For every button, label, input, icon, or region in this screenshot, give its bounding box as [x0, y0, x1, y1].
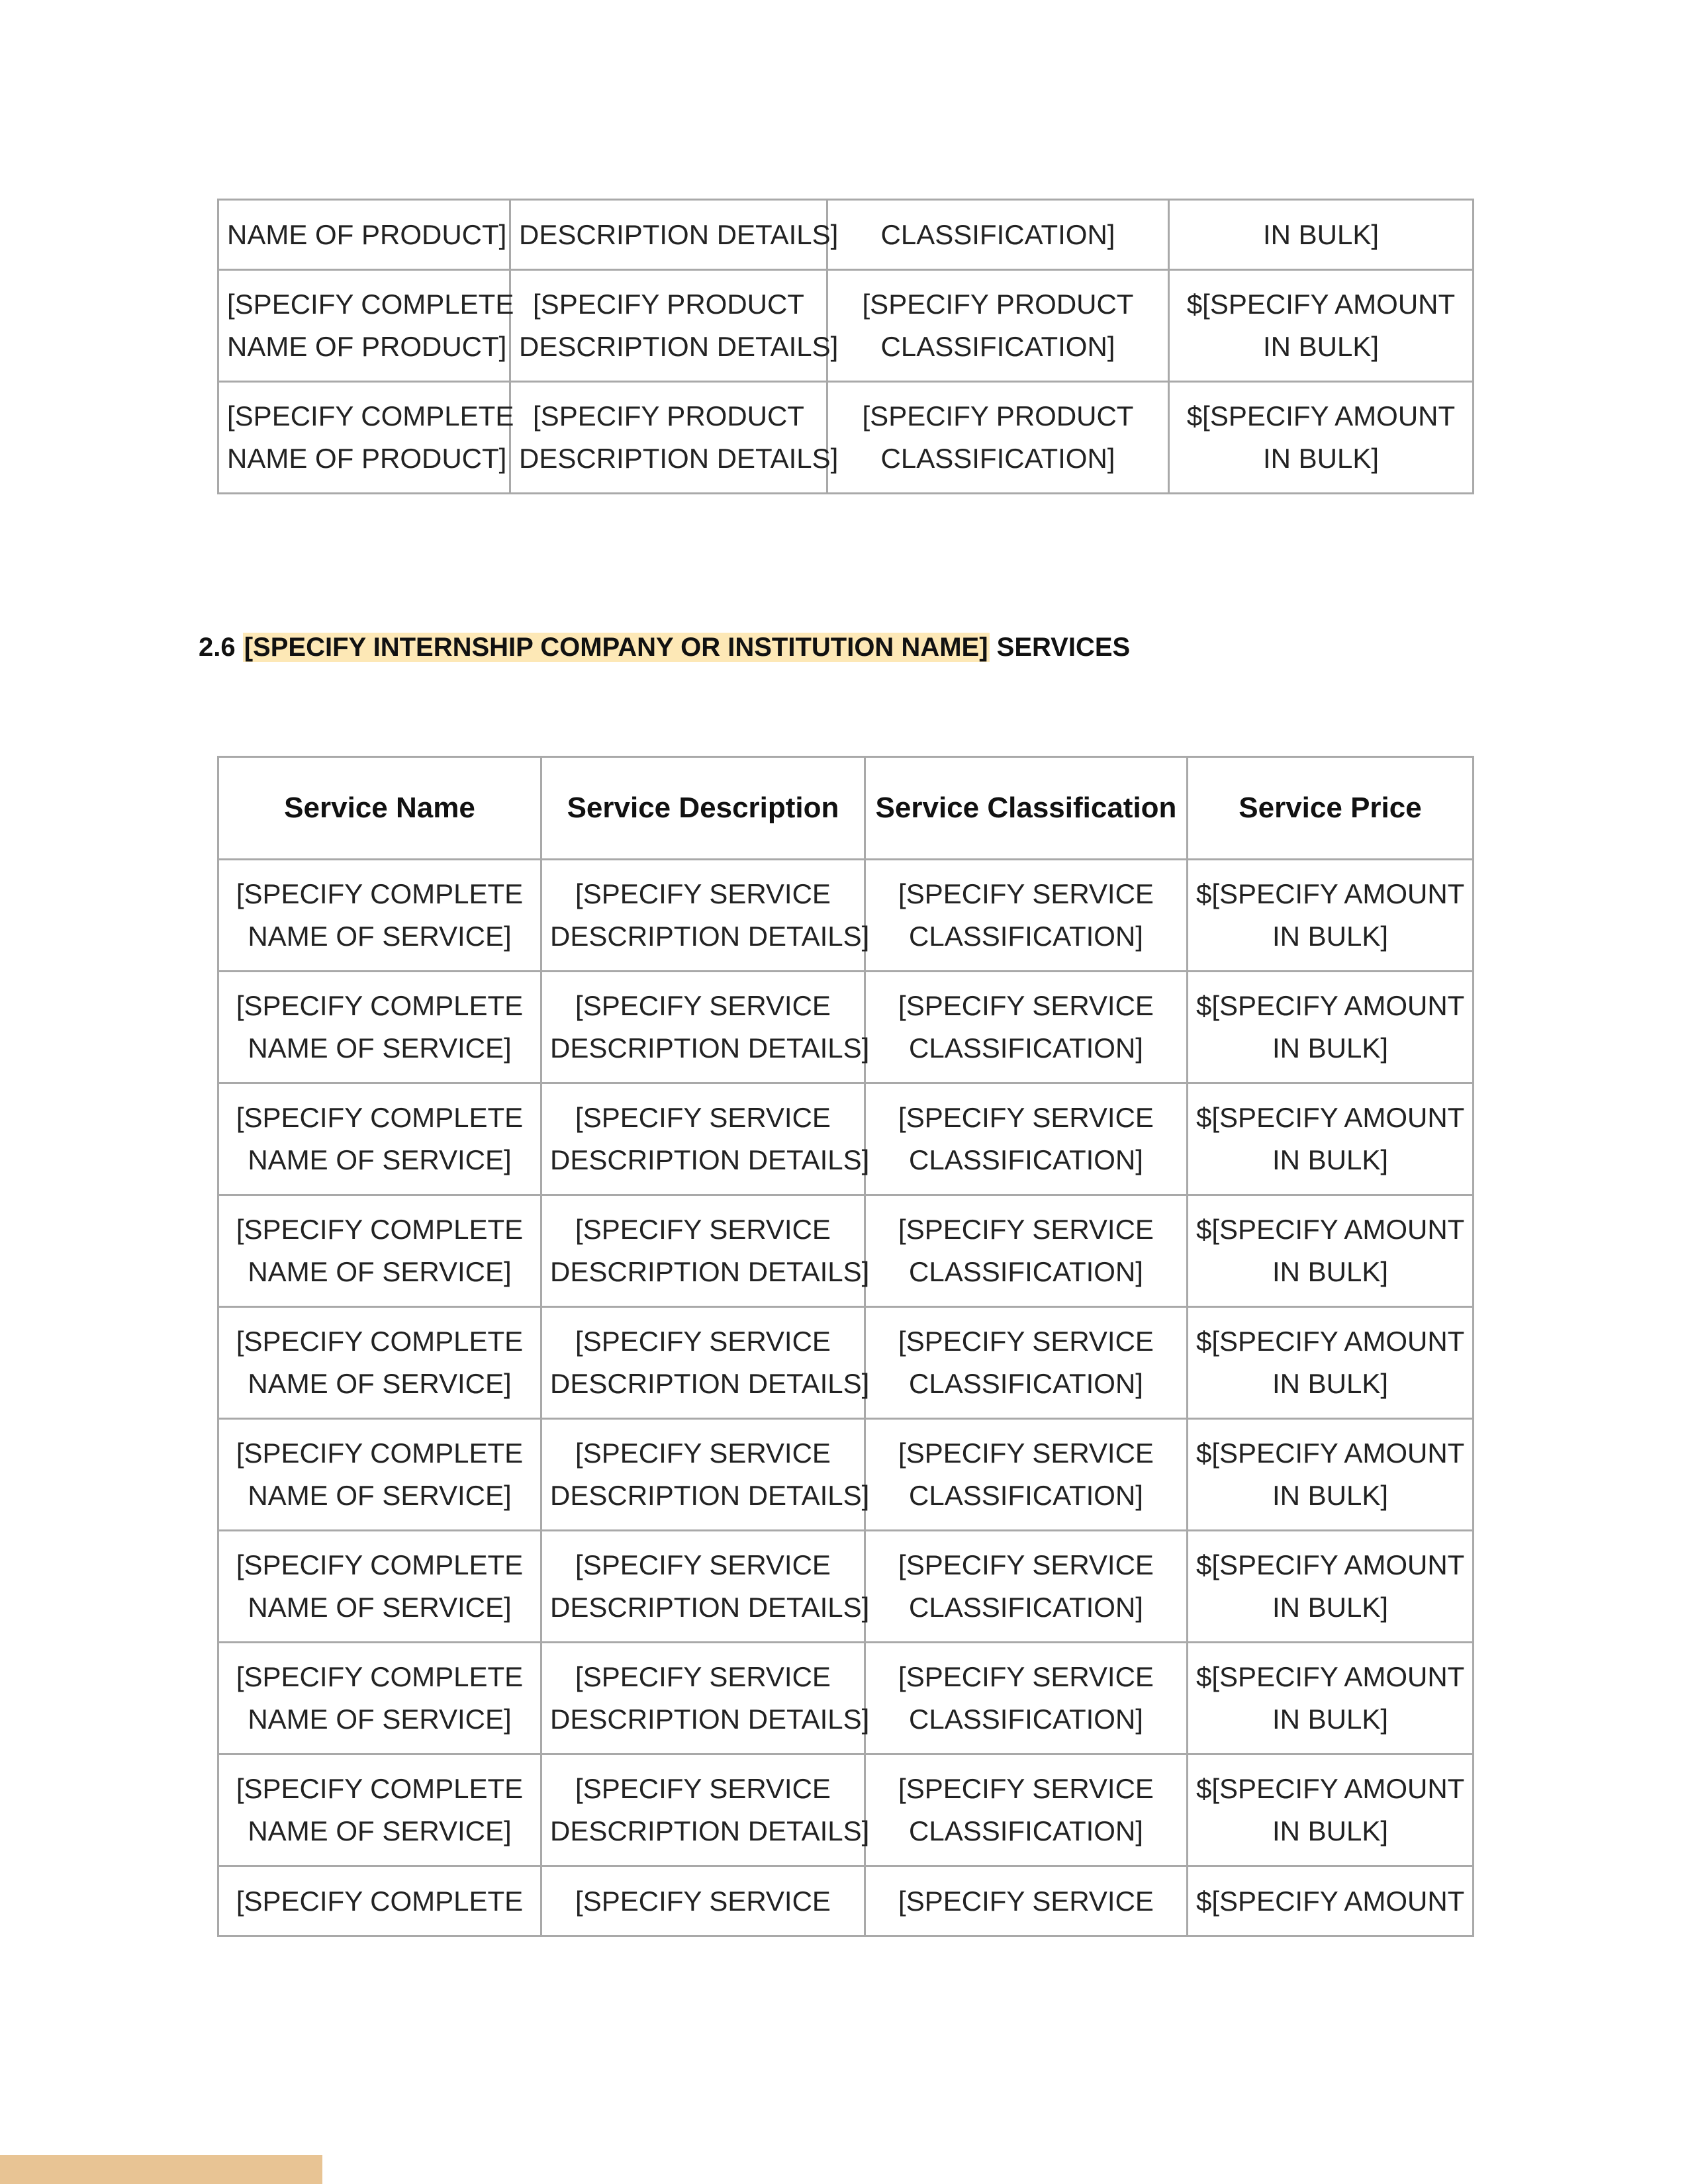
cell-line: [SPECIFY COMPLETE	[236, 1102, 524, 1133]
product-name-cell	[218, 382, 514, 494]
service-price-cell	[1188, 1083, 1474, 1195]
cell-line: [SPECIFY COMPLETE	[236, 878, 524, 909]
table-row	[218, 1754, 1474, 1866]
product-name-cell	[218, 270, 514, 382]
cell-line: NAME OF SERVICE]	[248, 1592, 512, 1623]
header-service-name: Service Name	[218, 757, 541, 860]
cell-line: DESCRIPTION DETAILS]	[550, 1032, 870, 1064]
cell-line: CLASSIFICATION]	[909, 1256, 1143, 1287]
section-number: 2.6	[199, 633, 236, 662]
cell-line: DESCRIPTION DETAILS]	[550, 1592, 870, 1623]
service-description-cell	[541, 1531, 870, 1643]
products-table	[217, 199, 1474, 494]
cell-line: IN BULK]	[1272, 921, 1389, 952]
service-price-cell	[1188, 860, 1474, 972]
cell-line: NAME OF SERVICE]	[248, 1032, 512, 1064]
service-description-cell	[541, 1307, 870, 1419]
cell-line: [SPECIFY PRODUCT	[862, 289, 1134, 320]
cell-line: IN BULK]	[1272, 1592, 1389, 1623]
section-suffix: SERVICES	[996, 633, 1131, 662]
cell-line: [SPECIFY SERVICE	[575, 1773, 831, 1804]
cell-line: [SPECIFY SERVICE	[898, 1102, 1154, 1133]
cell-line: IN BULK]	[1272, 1032, 1389, 1064]
service-price-cell	[1188, 1531, 1474, 1643]
cell-line: $[SPECIFY AMOUNT	[1196, 1437, 1465, 1469]
service-classification-cell	[865, 1083, 1188, 1195]
cell-line: NAME OF SERVICE]	[248, 1480, 512, 1511]
cell-line: CLASSIFICATION]	[880, 331, 1115, 362]
cell-line: [SPECIFY PRODUCT	[533, 289, 804, 320]
cell-line: [SPECIFY PRODUCT	[533, 400, 804, 432]
cell-line: IN BULK]	[1262, 218, 1380, 250]
service-description-cell	[541, 1754, 870, 1866]
cell-line: [SPECIFY SERVICE	[898, 990, 1154, 1021]
table-row	[218, 382, 1474, 494]
service-price-cell	[1188, 1754, 1474, 1866]
cell-line: [SPECIFY SERVICE	[898, 1326, 1154, 1357]
cell-line: DESCRIPTION DETAILS]	[519, 331, 839, 362]
service-price-cell	[1188, 972, 1474, 1083]
cell-line: NAME OF SERVICE]	[248, 1704, 512, 1735]
cell-line: NAME OF SERVICE]	[248, 1256, 512, 1287]
service-description-cell	[541, 1419, 870, 1531]
service-classification-cell	[865, 1419, 1188, 1531]
services-table-body	[218, 860, 1474, 1936]
cell-line: [SPECIFY SERVICE	[898, 1549, 1154, 1580]
service-price-cell	[1188, 1419, 1474, 1531]
table-row	[218, 860, 1474, 972]
cell-line: $[SPECIFY AMOUNT	[1196, 1102, 1465, 1133]
header-service-classification: Service Classification	[865, 757, 1188, 860]
cell-line: NAME OF PRODUCT]	[227, 443, 507, 474]
service-name-cell	[218, 1419, 541, 1531]
cell-line: IN BULK]	[1272, 1704, 1389, 1735]
cell-line: DESCRIPTION DETAILS]	[550, 1704, 870, 1735]
cell-line: [SPECIFY SERVICE	[575, 878, 831, 909]
cell-line: DESCRIPTION DETAILS]	[550, 1368, 870, 1399]
service-name-cell	[218, 1643, 541, 1754]
cell-line: CLASSIFICATION]	[909, 1480, 1143, 1511]
cell-line: NAME OF SERVICE]	[248, 1368, 512, 1399]
cell-line: CLASSIFICATION]	[909, 1704, 1143, 1735]
cell-line: [SPECIFY COMPLETE	[236, 1773, 524, 1804]
cell-line: NAME OF SERVICE]	[248, 1144, 512, 1175]
product-description-cell	[510, 270, 839, 382]
cell-line: [SPECIFY COMPLETE	[227, 400, 514, 432]
cell-line: [SPECIFY PRODUCT	[862, 400, 1134, 432]
service-description-cell	[541, 1195, 870, 1307]
cell-line: [SPECIFY COMPLETE	[236, 1214, 524, 1245]
service-classification-cell	[865, 1531, 1188, 1643]
cell-line: IN BULK]	[1272, 1368, 1389, 1399]
cell-line: CLASSIFICATION]	[909, 1032, 1143, 1064]
service-name-cell	[218, 860, 541, 972]
cell-line: [SPECIFY SERVICE	[898, 878, 1154, 909]
table-row	[218, 1083, 1474, 1195]
cell-line: $[SPECIFY AMOUNT	[1196, 878, 1465, 909]
cell-line: $[SPECIFY AMOUNT	[1196, 1549, 1465, 1580]
service-name-cell	[218, 1754, 541, 1866]
table-row	[218, 1643, 1474, 1754]
cell-line: [SPECIFY SERVICE	[898, 1214, 1154, 1245]
product-description-cell	[510, 382, 839, 494]
cell-line: [SPECIFY SERVICE	[575, 1437, 831, 1469]
cell-line: [SPECIFY COMPLETE	[236, 990, 524, 1021]
cell-line: [SPECIFY COMPLETE	[236, 1885, 524, 1917]
cell-line: DESCRIPTION DETAILS]	[550, 1480, 870, 1511]
table-row	[218, 1195, 1474, 1307]
service-classification-cell	[865, 1643, 1188, 1754]
cell-line: CLASSIFICATION]	[909, 921, 1143, 952]
cell-line: [SPECIFY COMPLETE	[236, 1437, 524, 1469]
cell-line: IN BULK]	[1262, 331, 1380, 362]
cell-line: $[SPECIFY AMOUNT	[1196, 1885, 1465, 1917]
table-row	[218, 1419, 1474, 1531]
cell-line: [SPECIFY SERVICE	[575, 1326, 831, 1357]
service-description-cell	[541, 1643, 870, 1754]
service-name-cell	[218, 1083, 541, 1195]
table-row	[218, 972, 1474, 1083]
cell-line: IN BULK]	[1262, 443, 1380, 474]
cell-line: [SPECIFY SERVICE	[575, 1885, 831, 1917]
product-price-cell	[1169, 200, 1474, 270]
service-classification-cell	[865, 972, 1188, 1083]
service-description-cell	[541, 860, 870, 972]
service-name-cell	[218, 1531, 541, 1643]
cell-line: [SPECIFY SERVICE	[575, 1549, 831, 1580]
cell-line: CLASSIFICATION]	[909, 1592, 1143, 1623]
cell-line: $[SPECIFY AMOUNT	[1186, 289, 1456, 320]
header-service-description: Service Description	[541, 757, 865, 860]
cell-line: $[SPECIFY AMOUNT	[1196, 1661, 1465, 1692]
product-price-cell	[1169, 382, 1474, 494]
cell-line: CLASSIFICATION]	[909, 1144, 1143, 1175]
table-header-row	[218, 757, 1474, 860]
product-price-cell	[1169, 270, 1474, 382]
cell-line: $[SPECIFY AMOUNT	[1196, 1326, 1465, 1357]
service-classification-cell	[865, 1307, 1188, 1419]
cell-line: $[SPECIFY AMOUNT	[1196, 1214, 1465, 1245]
cell-line: NAME OF SERVICE]	[248, 921, 512, 952]
product-description-cell	[510, 200, 839, 270]
service-description-cell	[541, 1866, 865, 1936]
cell-line: CLASSIFICATION]	[880, 218, 1115, 250]
service-price-cell	[1188, 1307, 1474, 1419]
section-heading	[199, 629, 1130, 666]
product-classification-cell	[827, 270, 1169, 382]
product-classification-cell	[827, 382, 1169, 494]
cell-line: CLASSIFICATION]	[880, 443, 1115, 474]
header-service-price: Service Price	[1188, 757, 1474, 860]
service-name-cell	[218, 972, 541, 1083]
cell-line: CLASSIFICATION]	[909, 1368, 1143, 1399]
service-description-cell	[541, 972, 870, 1083]
cell-line: [SPECIFY SERVICE	[898, 1773, 1154, 1804]
cell-line: [SPECIFY SERVICE	[575, 1214, 831, 1245]
service-name-cell	[218, 1195, 541, 1307]
products-table-row-partial	[218, 200, 1474, 270]
cell-line: IN BULK]	[1272, 1815, 1389, 1846]
service-price-cell	[1188, 1866, 1474, 1936]
product-classification-cell	[827, 200, 1169, 270]
cell-line: NAME OF SERVICE]	[248, 1815, 512, 1846]
cell-line: DESCRIPTION DETAILS]	[550, 1815, 870, 1846]
cell-line: [SPECIFY COMPLETE	[227, 289, 514, 320]
service-price-cell	[1188, 1643, 1474, 1754]
cell-line: IN BULK]	[1272, 1256, 1389, 1287]
cell-line: [SPECIFY SERVICE	[575, 1102, 831, 1133]
service-classification-cell	[865, 1195, 1188, 1307]
cell-line: [SPECIFY COMPLETE	[236, 1549, 524, 1580]
cell-line: NAME OF PRODUCT]	[227, 331, 507, 362]
service-classification-cell	[865, 860, 1188, 972]
cell-line: CLASSIFICATION]	[909, 1815, 1143, 1846]
services-table-row-partial	[218, 1866, 1474, 1936]
cell-line: [SPECIFY COMPLETE	[236, 1661, 524, 1692]
cell-line: DESCRIPTION DETAILS]	[519, 443, 839, 474]
cell-line: $[SPECIFY AMOUNT	[1196, 990, 1465, 1021]
cell-line: [SPECIFY SERVICE	[898, 1437, 1154, 1469]
cell-line: [SPECIFY COMPLETE	[236, 1326, 524, 1357]
cell-line: [SPECIFY SERVICE	[898, 1661, 1154, 1692]
cell-line: NAME OF PRODUCT]	[227, 218, 507, 250]
cell-line: DESCRIPTION DETAILS]	[550, 921, 870, 952]
service-description-cell	[541, 1083, 870, 1195]
section-highlighted-name: [SPECIFY INTERNSHIP COMPANY OR INSTITUTION NAME]	[244, 633, 988, 662]
cell-line: [SPECIFY SERVICE	[898, 1885, 1154, 1917]
service-price-cell	[1188, 1195, 1474, 1307]
service-classification-cell	[865, 1866, 1188, 1936]
cell-line: $[SPECIFY AMOUNT	[1186, 400, 1456, 432]
cell-line: IN BULK]	[1272, 1480, 1389, 1511]
table-row	[218, 1307, 1474, 1419]
cell-line: IN BULK]	[1272, 1144, 1389, 1175]
cell-line: DESCRIPTION DETAILS]	[550, 1144, 870, 1175]
service-classification-cell	[865, 1754, 1188, 1866]
cell-line: [SPECIFY SERVICE	[575, 990, 831, 1021]
cell-line: DESCRIPTION DETAILS]	[519, 218, 839, 250]
service-name-cell	[218, 1307, 541, 1419]
cell-line: $[SPECIFY AMOUNT	[1196, 1773, 1465, 1804]
table-row	[218, 1531, 1474, 1643]
table-row	[218, 270, 1474, 382]
cell-line: [SPECIFY SERVICE	[575, 1661, 831, 1692]
cell-line: DESCRIPTION DETAILS]	[550, 1256, 870, 1287]
product-name-cell	[218, 200, 510, 270]
footer-accent-bar	[0, 2155, 322, 2184]
services-table	[217, 756, 1474, 1937]
service-name-cell	[218, 1866, 541, 1936]
